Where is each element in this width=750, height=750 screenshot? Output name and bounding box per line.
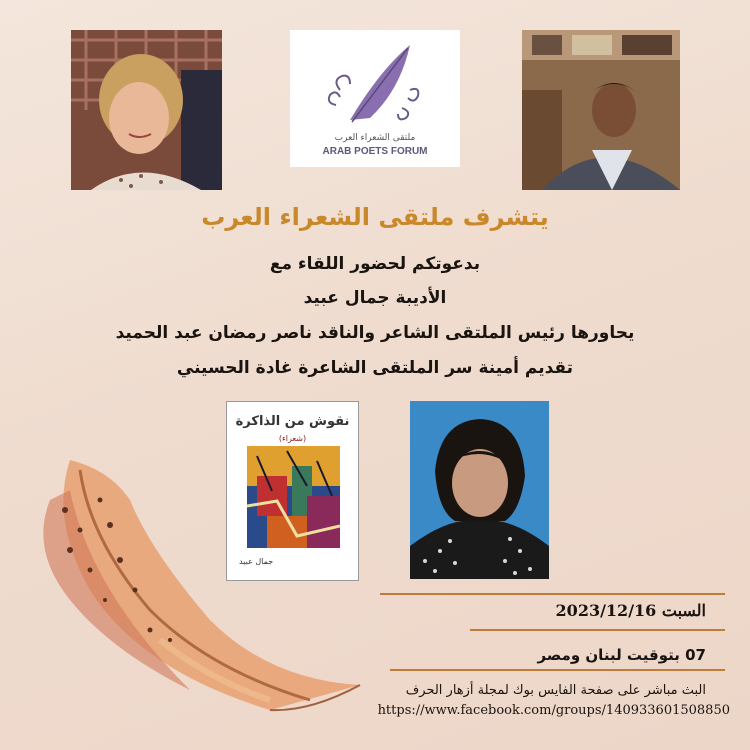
event-time: 07 بتوقيت لبنان ومصر [537,646,706,664]
divider-rule [470,629,725,631]
facebook-group-link[interactable]: https://www.facebook.com/groups/140933601508850 [377,703,730,718]
logo-english-text: ARAB POETS FORUM [322,146,428,157]
book-title: نقوش من الذاكرة [235,414,350,429]
presenter-line: تقديم أمينة سر الملتقى الشاعرة غادة الحسيني [176,358,574,378]
book-subtitle: (شعراء) [278,434,307,443]
invitation-line: بدعوتكم لحضور اللقاء مع [269,254,481,274]
forum-logo [290,30,460,167]
guest-name-line: الأديبة جمال عبيد [303,288,447,308]
moderator-line: يحاورها رئيس الملتقى الشاعر والناقد ناصر رمضان عبد الحميد [115,323,635,343]
logo-arabic-text: ملتقى الشعراء العرب [334,133,416,143]
live-stream-note: البث مباشر على صفحة الفايس بوك لمجلة أزهار الحرف [405,683,706,698]
divider-rule [380,593,725,595]
event-date: السبت 2023/12/16 [555,601,706,620]
book-cover [226,401,359,581]
divider-rule [390,669,725,671]
headline: يتشرف ملتقى الشعراء العرب [201,203,549,231]
host-photo-left [71,30,222,190]
host-photo-right [522,30,680,190]
book-cover-art [247,446,340,548]
guest-photo [410,401,549,579]
book-author: جمال عبيد [239,557,274,566]
